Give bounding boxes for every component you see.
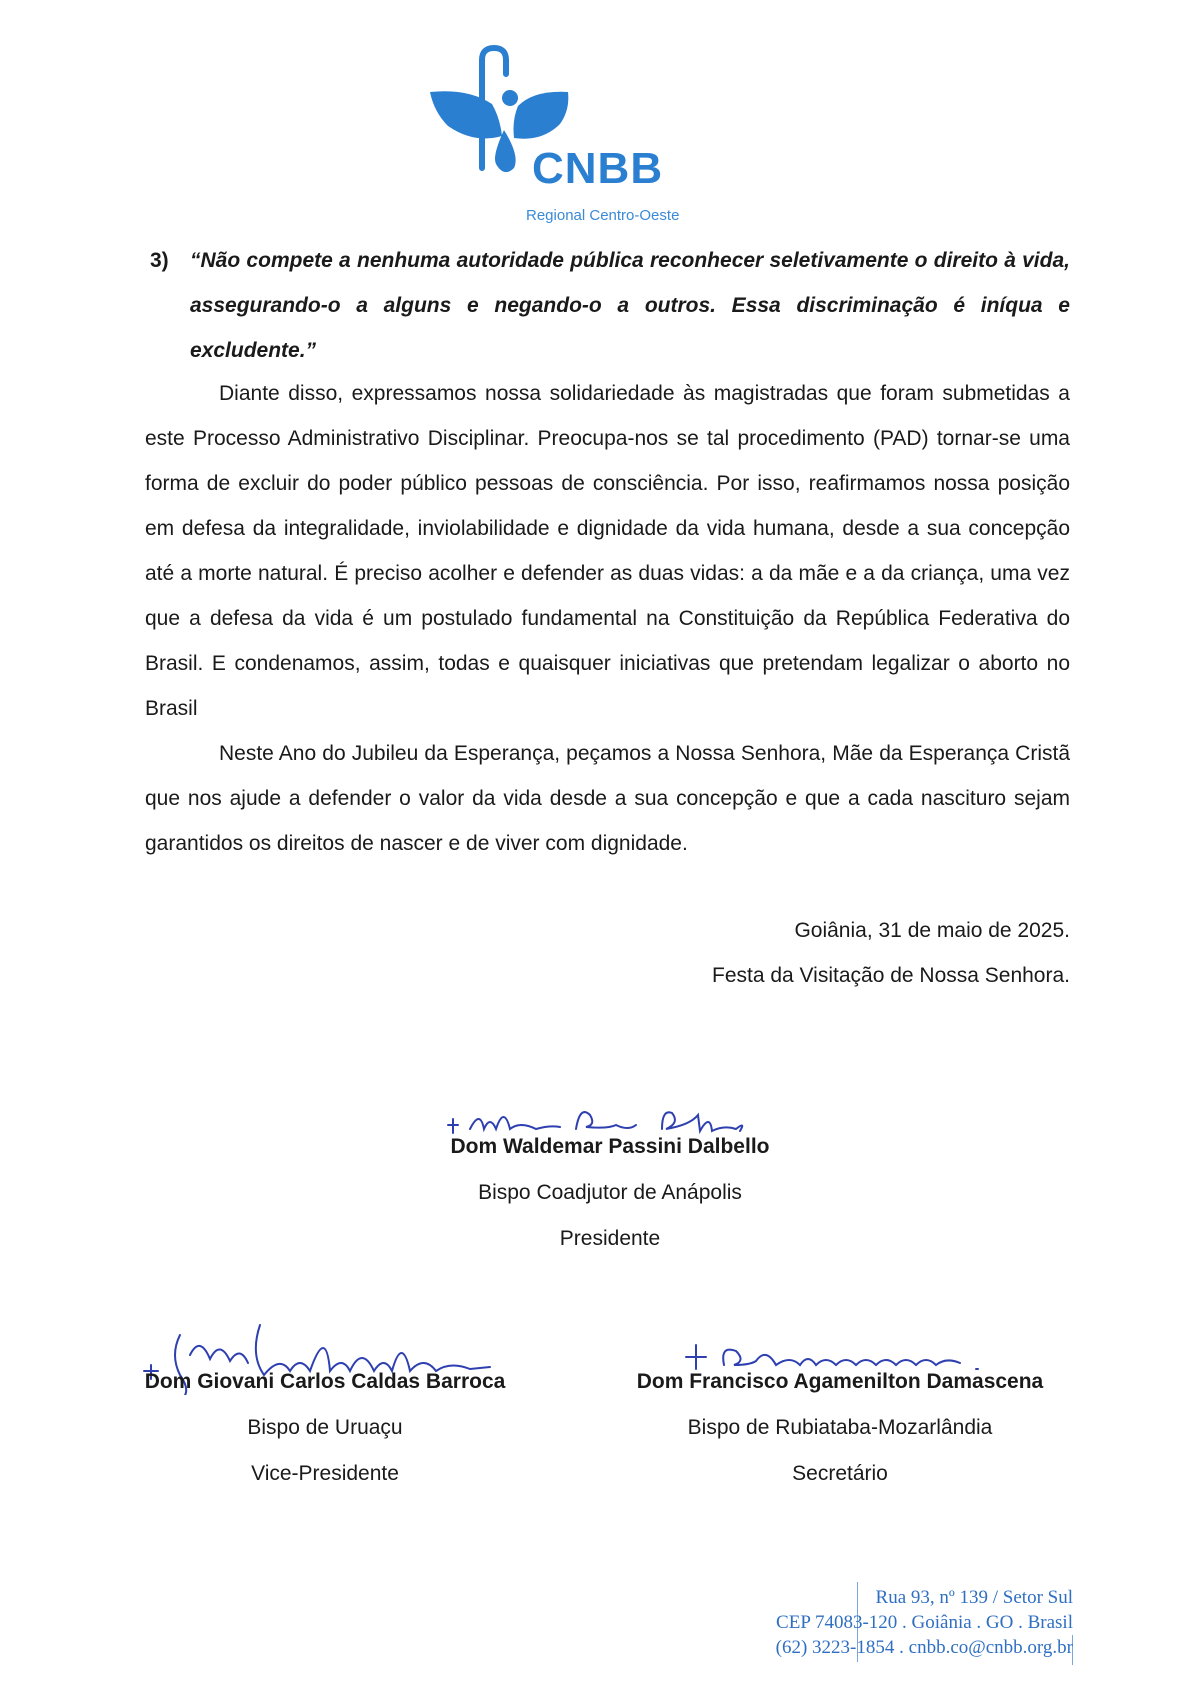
signer-name: Dom Waldemar Passini Dalbello — [450, 1135, 770, 1158]
signature-secretary — [620, 1370, 1060, 1486]
signer-role: Bispo Coadjutor de Anápolis — [478, 1181, 742, 1204]
signer-name: Dom Giovani Carlos Caldas Barroca — [144, 1370, 506, 1393]
signer-title: Vice-Presidente — [251, 1462, 399, 1485]
signer-role: Bispo de Uruaçu — [247, 1416, 403, 1439]
logo-wordmark: CNBB — [532, 144, 664, 193]
footer-city: CEP 74083-120 . Goiânia . GO . Brasil — [776, 1612, 1073, 1633]
footer-contact: (62) 3223-1854 . cnbb.co@cnbb.org.br — [775, 1637, 1073, 1658]
footer-address: Rua 93, nº 139 / Setor Sul — [875, 1587, 1073, 1608]
signer-title: Presidente — [559, 1227, 661, 1250]
signer-title: Secretário — [792, 1462, 888, 1485]
place-date: Goiânia, 31 de maio de 2025. — [794, 919, 1070, 942]
signature-president — [430, 1135, 790, 1251]
logo-subtitle: Regional Centro-Oeste — [526, 207, 680, 224]
footer-address-block — [776, 1585, 1073, 1660]
cnbb-emblem-icon — [430, 40, 730, 230]
cnbb-logo — [430, 40, 730, 230]
quote-number: 3) — [150, 249, 169, 272]
signer-role: Bispo de Rubiataba-Mozarlândia — [687, 1416, 993, 1439]
quote-text: “Não compete a nenhuma autoridade pública reconhecer seletivamente o direito à vida, assegurando-o a alguns e negando-o a outros. Essa discriminação é iníqua e excludente.” — [190, 249, 1070, 362]
body-paragraph-solidarity: Diante disso, expressamos nossa solidariedade às magistradas que foram submetidas a este Processo Administrativo Disciplinar. Preocupa-nos se tal procedimento (PAD) tornar-se uma forma de excluir do poder público pessoas de consciência. Por isso, reafirmamos nossa posição em defesa da integralidade, inviolabilidade e dignidade da vida humana, desde a sua concepção até a morte natural. É preciso acolher e defender as duas vidas: a da mãe e a da criança, uma vez que a defesa da vida é um postulado fundamental na Constituição da República Federativa do Brasil. E condenamos, assim, todas e quaisquer iniciativas que pretendam legalizar o aborto no Brasil — [145, 382, 1070, 720]
signature-vice-president — [140, 1370, 510, 1486]
signer-name: Dom Francisco Agamenilton Damascena — [636, 1370, 1044, 1393]
body-paragraph-jubilee: Neste Ano do Jubileu da Esperança, peçamos a Nossa Senhora, Mãe da Esperança Cristã que nos ajude a defender o valor da vida desde a sua concepção e que a cada nascituro sejam garantidos os direitos de nascer e de viver com dignidade. — [145, 742, 1070, 855]
feast-line: Festa da Visitação de Nossa Senhora. — [712, 964, 1070, 987]
quote-item — [150, 238, 1070, 373]
